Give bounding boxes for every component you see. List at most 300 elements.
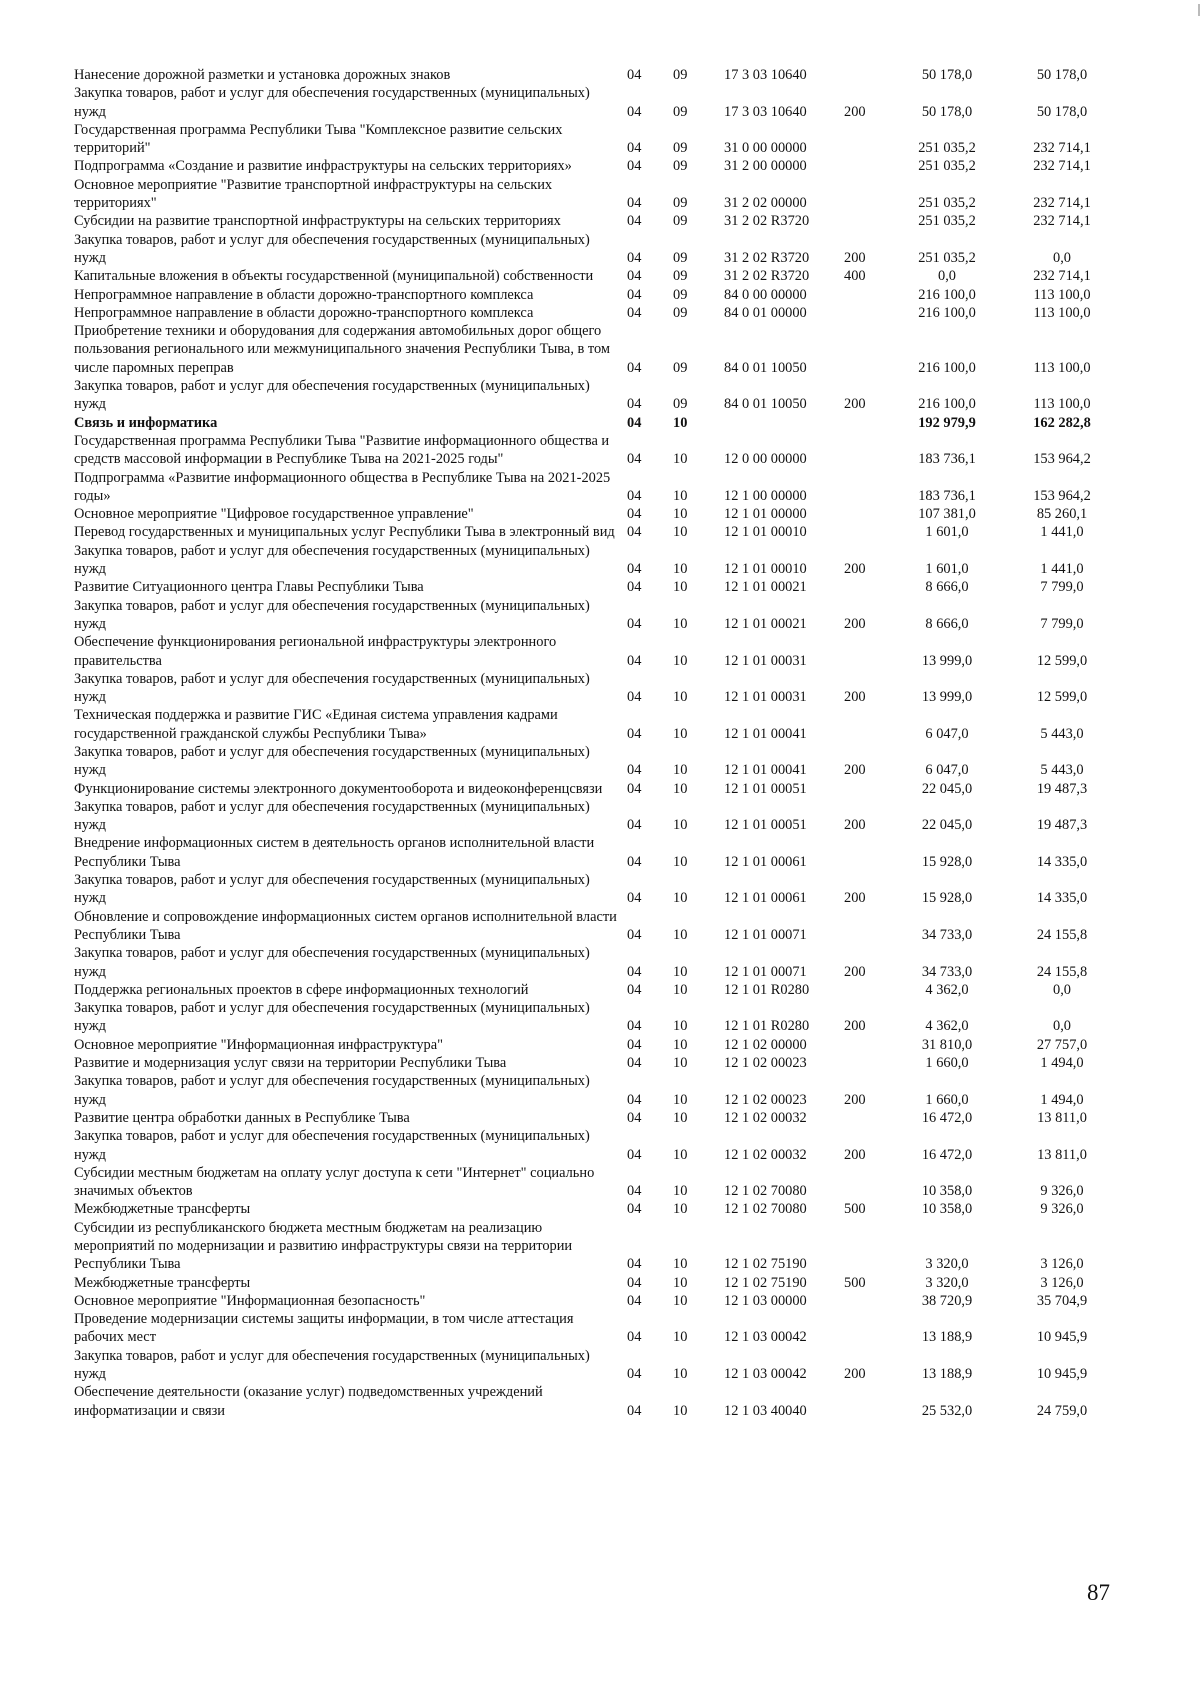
row-expense-type: 200 (844, 890, 866, 907)
table-row (74, 267, 1122, 285)
row-expense-type (844, 176, 892, 213)
row-section: 04 (627, 67, 642, 83)
table-row (74, 66, 1122, 84)
row-name: Субсидии местным бюджетам на оплату услуг доступа к сети "Интернет" социально значимых объектов (74, 1164, 595, 1200)
row-expense-type (844, 578, 892, 596)
table-row (74, 1127, 1122, 1164)
row-subsection: 09 (673, 67, 688, 83)
row-amount-2: 50 178,0 (1036, 103, 1088, 120)
row-target-article: 17 3 03 10640 (724, 67, 807, 83)
row-target-article: 31 2 02 00000 (724, 195, 807, 212)
row-expense-type (844, 1219, 892, 1274)
row-subsection: 10 (673, 1183, 688, 1200)
row-amount-2: 10 945,9 (1036, 1329, 1088, 1346)
row-target-article: 12 1 01 00061 (724, 890, 807, 907)
row-expense-type: 200 (844, 396, 866, 413)
row-amount-1: 107 381,0 (918, 506, 976, 523)
row-subsection: 09 (673, 249, 688, 266)
row-expense-type: 200 (844, 1018, 866, 1035)
row-amount-2: 7 799,0 (1040, 615, 1084, 632)
row-section: 04 (627, 725, 642, 742)
row-section: 04 (627, 579, 642, 596)
row-name: Основное мероприятие "Цифровое государственное управление" (74, 506, 474, 523)
row-name: Техническая поддержка и развитие ГИС «Единая система управления кадрами государственной гражданской службы Республики Тыва» (74, 707, 558, 742)
row-name: Закупка товаров, работ и услуг для обеспечения государственных (муниципальных) нужд (74, 85, 590, 120)
row-section: 04 (627, 304, 642, 321)
row-section: 04 (627, 853, 642, 870)
row-section: 04 (627, 1329, 642, 1346)
row-section: 04 (627, 1109, 642, 1126)
row-subsection: 10 (673, 579, 688, 596)
table-row (74, 212, 1122, 230)
row-name: Обеспечение функционирования региональной инфраструктуры электронного правительства (74, 634, 557, 669)
row-section: 04 (627, 1036, 642, 1053)
row-name: Государственная программа Республики Тыва "Комплексное развитие сельских территорий" (74, 121, 563, 157)
row-subsection: 10 (673, 1146, 688, 1163)
row-section: 04 (627, 268, 642, 285)
table-row (74, 597, 1122, 634)
row-amount-1: 1 660,0 (925, 1091, 969, 1108)
row-expense-type: 400 (844, 268, 866, 285)
row-subsection: 10 (673, 853, 688, 870)
row-amount-2: 1 441,0 (1040, 524, 1084, 541)
row-amount-2: 13 811,0 (1037, 1146, 1087, 1163)
table-row (74, 1274, 1122, 1292)
row-amount-1: 31 810,0 (921, 1036, 973, 1053)
row-amount-1: 4 362,0 (925, 1018, 969, 1035)
row-amount-1: 1 601,0 (925, 561, 969, 578)
row-name: Закупка товаров, работ и услуг для обеспечения государственных (муниципальных) нужд (74, 872, 590, 907)
row-amount-2: 12 599,0 (1036, 689, 1088, 706)
row-name: Внедрение информационных систем в деятельность органов исполнительной власти Республики Тыва (74, 835, 595, 870)
table-row (74, 469, 1122, 506)
table-row (74, 1036, 1122, 1054)
row-target-article: 12 1 02 70080 (724, 1183, 807, 1200)
row-name: Непрограммное направление в области дорожно-транспортного комплекса (74, 304, 534, 321)
row-expense-type: 500 (844, 1274, 866, 1291)
row-target-article: 12 1 01 R0280 (724, 981, 810, 998)
row-target-article: 31 2 02 R3720 (724, 213, 810, 230)
row-name: Государственная программа Республики Тыва "Развитие информационного общества и средств массовой информации в Республике Тыва на 2021-2025 годы" (74, 432, 610, 468)
row-section: 04 (627, 1201, 642, 1218)
table-row (74, 505, 1122, 523)
row-target-article (724, 414, 844, 432)
row-amount-1: 0,0 (938, 268, 956, 285)
table-row (74, 798, 1122, 835)
row-name: Закупка товаров, работ и услуг для обеспечения государственных (муниципальных) нужд (74, 542, 590, 578)
row-amount-2: 85 260,1 (1036, 506, 1088, 523)
row-amount-1: 15 928,0 (921, 853, 973, 870)
table-row (74, 1310, 1122, 1347)
row-section: 04 (627, 249, 642, 266)
row-expense-type: 500 (844, 1201, 866, 1218)
row-expense-type (844, 1383, 892, 1420)
row-expense-type (844, 121, 892, 158)
table-row (74, 157, 1122, 175)
row-expense-type: 200 (844, 1366, 866, 1383)
row-name: Закупка товаров, работ и услуг для обеспечения государственных (муниципальных) нужд (74, 945, 590, 980)
row-target-article: 12 1 01 00021 (724, 615, 807, 632)
row-target-article: 12 1 01 00051 (724, 780, 807, 797)
row-name: Нанесение дорожной разметки и установка дорожных знаков (74, 67, 451, 83)
row-name: Непрограммное направление в области дорожно-транспортного комплекса (74, 286, 534, 303)
row-amount-1: 8 666,0 (925, 579, 969, 596)
row-amount-2: 50 178,0 (1036, 67, 1088, 83)
row-amount-2: 232 714,1 (1033, 213, 1091, 230)
row-name: Поддержка региональных проектов в сфере информационных технологий (74, 981, 529, 998)
row-expense-type: 200 (844, 103, 866, 120)
table-row (74, 1054, 1122, 1072)
row-name: Закупка товаров, работ и услуг для обеспечения государственных (муниципальных) нужд (74, 1073, 590, 1108)
row-section: 04 (627, 1055, 642, 1072)
row-expense-type (844, 523, 892, 541)
row-amount-2: 3 126,0 (1040, 1256, 1084, 1273)
row-subsection: 09 (673, 195, 688, 212)
row-target-article: 12 1 01 00041 (724, 762, 807, 779)
table-row (74, 633, 1122, 670)
row-name: Субсидии на развитие транспортной инфраструктуры на сельских территориях (74, 213, 561, 230)
row-expense-type (844, 505, 892, 523)
row-amount-2: 113 100,0 (1033, 304, 1091, 321)
row-section: 04 (627, 506, 642, 523)
row-subsection: 10 (673, 1292, 688, 1309)
row-target-article: 31 2 02 R3720 (724, 268, 810, 285)
row-amount-2: 9 326,0 (1040, 1183, 1084, 1200)
row-amount-2: 7 799,0 (1040, 579, 1084, 596)
row-expense-type (844, 304, 892, 322)
row-subsection: 09 (673, 304, 688, 321)
row-subsection: 09 (673, 268, 688, 285)
row-amount-2: 1 494,0 (1040, 1055, 1084, 1072)
row-expense-type (844, 834, 892, 871)
row-section: 04 (627, 158, 642, 175)
row-target-article: 12 1 03 00042 (724, 1366, 807, 1383)
table-row (74, 1109, 1122, 1127)
row-target-article: 12 1 02 00023 (724, 1091, 807, 1108)
table-row (74, 1072, 1122, 1109)
table-row (74, 304, 1122, 322)
row-amount-1: 251 035,2 (918, 195, 976, 212)
row-subsection: 10 (673, 762, 688, 779)
row-section: 04 (627, 652, 642, 669)
row-amount-2: 35 704,9 (1036, 1292, 1088, 1309)
row-name: Капитальные вложения в объекты государственной (муниципальной) собственности (74, 268, 594, 285)
row-target-article: 84 0 01 10050 (724, 359, 807, 376)
row-section: 04 (627, 213, 642, 230)
row-amount-2: 232 714,1 (1033, 140, 1091, 157)
row-amount-2: 0,0 (1053, 249, 1071, 266)
budget-table (74, 66, 1122, 1420)
row-subsection: 09 (673, 103, 688, 120)
row-amount-2: 232 714,1 (1033, 268, 1091, 285)
table-row (74, 286, 1122, 304)
row-amount-2: 24 155,8 (1036, 926, 1088, 943)
table-row (74, 1347, 1122, 1384)
row-amount-2: 24 155,8 (1036, 963, 1088, 980)
row-section: 04 (627, 1366, 642, 1383)
row-target-article: 17 3 03 10640 (724, 103, 807, 120)
row-amount-2: 10 945,9 (1036, 1366, 1088, 1383)
row-amount-2: 24 759,0 (1036, 1402, 1088, 1419)
row-expense-type (844, 432, 892, 469)
row-name: Закупка товаров, работ и услуг для обеспечения государственных (муниципальных) нужд (74, 670, 590, 706)
row-name: Подпрограмма «Создание и развитие инфраструктуры на сельских территориях» (74, 158, 572, 175)
table-row (74, 121, 1122, 158)
row-name: Субсидии из республиканского бюджета местным бюджетам на реализацию мероприятий по модернизации и развитию инфраструктуры связи на территории Республики Тыва (74, 1219, 573, 1273)
row-target-article: 12 1 01 00031 (724, 652, 807, 669)
row-section: 04 (627, 1091, 642, 1108)
row-expense-type: 200 (844, 561, 866, 578)
row-amount-1: 50 178,0 (921, 103, 973, 120)
table-row (74, 1292, 1122, 1310)
row-name: Развитие центра обработки данных в Республике Тыва (74, 1109, 410, 1126)
row-section: 04 (627, 926, 642, 943)
row-target-article: 12 1 01 00000 (724, 506, 807, 523)
row-name: Закупка товаров, работ и услуг для обеспечения государственных (муниципальных) нужд (74, 743, 590, 779)
row-section: 04 (627, 963, 642, 980)
row-subsection: 10 (673, 926, 688, 943)
row-amount-1: 13 999,0 (921, 689, 973, 706)
row-section: 04 (627, 615, 642, 632)
row-section: 04 (627, 1274, 642, 1291)
row-section: 04 (627, 140, 642, 157)
row-amount-2: 9 326,0 (1040, 1201, 1084, 1218)
row-name: Перевод государственных и муниципальных услуг Республики Тыва в электронный вид (74, 524, 615, 541)
row-amount-1: 1 601,0 (925, 524, 969, 541)
table-row (74, 231, 1122, 268)
row-subsection: 09 (673, 396, 688, 413)
row-amount-2: 0,0 (1053, 1018, 1071, 1035)
row-amount-2: 1 441,0 (1040, 561, 1084, 578)
row-target-article: 12 1 01 00031 (724, 689, 807, 706)
row-amount-1: 3 320,0 (925, 1274, 969, 1291)
row-amount-1: 3 320,0 (925, 1256, 969, 1273)
row-expense-type (844, 706, 892, 743)
row-expense-type (844, 633, 892, 670)
row-target-article: 12 1 01 00071 (724, 926, 807, 943)
table-row (74, 578, 1122, 596)
table-row (74, 542, 1122, 579)
row-subsection: 10 (673, 890, 688, 907)
row-target-article: 12 1 01 00010 (724, 524, 807, 541)
row-name: Межбюджетные трансферты (74, 1201, 251, 1218)
row-amount-2: 0,0 (1053, 981, 1071, 998)
row-section: 04 (627, 396, 642, 413)
table-row (74, 834, 1122, 871)
row-amount-1: 38 720,9 (921, 1292, 973, 1309)
row-expense-type (844, 1310, 892, 1347)
row-section: 04 (627, 561, 642, 578)
row-subsection: 10 (673, 1402, 688, 1419)
row-expense-type: 200 (844, 1146, 866, 1163)
row-section: 04 (627, 1018, 642, 1035)
row-target-article: 84 0 01 00000 (724, 304, 807, 321)
row-name: Закупка товаров, работ и услуг для обеспечения государственных (муниципальных) нужд (74, 231, 590, 266)
row-target-article: 12 1 02 70080 (724, 1201, 807, 1218)
row-amount-1: 6 047,0 (925, 725, 969, 742)
row-name: Обновление и сопровождение информационных систем органов исполнительной власти Республики Тыва (74, 908, 617, 943)
row-section: 04 (627, 195, 642, 212)
row-name: Закупка товаров, работ и услуг для обеспечения государственных (муниципальных) нужд (74, 1347, 590, 1383)
table-row (74, 377, 1122, 414)
table-row (74, 414, 1122, 432)
table-row (74, 1164, 1122, 1201)
row-subsection: 10 (673, 1036, 688, 1053)
row-section: 04 (627, 762, 642, 779)
row-section: 04 (627, 1402, 642, 1419)
row-subsection: 10 (673, 963, 688, 980)
row-subsection: 10 (673, 780, 688, 797)
row-subsection: 10 (673, 1366, 688, 1383)
row-subsection: 10 (673, 1256, 688, 1273)
row-expense-type: 200 (844, 1091, 866, 1108)
row-amount-1: 183 736,1 (918, 487, 976, 504)
row-name: Связь и информатика (74, 414, 218, 431)
table-row (74, 981, 1122, 999)
row-section: 04 (627, 1146, 642, 1163)
row-section: 04 (627, 981, 642, 998)
row-target-article: 12 1 01 00021 (724, 579, 807, 596)
row-name: Приобретение техники и оборудования для содержания автомобильных дорог общего пользования регионального или межмуниципального значения Республики Тыва, в том числе паромных переправ (74, 323, 611, 376)
row-amount-2: 153 964,2 (1033, 487, 1091, 504)
row-amount-1: 183 736,1 (918, 451, 976, 468)
row-subsection: 10 (673, 615, 688, 632)
row-name: Основное мероприятие "Информационная безопасность" (74, 1292, 426, 1309)
row-section: 04 (627, 451, 642, 468)
row-amount-2: 162 282,8 (1033, 414, 1091, 431)
row-amount-1: 1 660,0 (925, 1055, 969, 1072)
row-subsection: 09 (673, 158, 688, 175)
row-subsection: 10 (673, 1091, 688, 1108)
table-row (74, 1383, 1122, 1420)
row-section: 04 (627, 817, 642, 834)
row-subsection: 10 (673, 1109, 688, 1126)
budget-table-body (74, 66, 1122, 1420)
row-expense-type (844, 1054, 892, 1072)
table-row (74, 743, 1122, 780)
row-section: 04 (627, 1292, 642, 1309)
table-row (74, 432, 1122, 469)
row-amount-1: 16 472,0 (921, 1109, 973, 1126)
row-expense-type (844, 1036, 892, 1054)
row-amount-1: 251 035,2 (918, 249, 976, 266)
row-subsection: 10 (673, 1329, 688, 1346)
row-target-article: 12 1 01 00071 (724, 963, 807, 980)
table-row (74, 84, 1122, 121)
row-subsection: 10 (673, 414, 688, 431)
row-target-article: 12 1 02 00032 (724, 1146, 807, 1163)
row-amount-1: 15 928,0 (921, 890, 973, 907)
row-expense-type (844, 1292, 892, 1310)
row-amount-1: 13 188,9 (921, 1329, 973, 1346)
row-amount-2: 232 714,1 (1033, 195, 1091, 212)
row-expense-type (844, 322, 892, 377)
row-subsection: 10 (673, 817, 688, 834)
table-row (74, 670, 1122, 707)
row-amount-2: 14 335,0 (1036, 890, 1088, 907)
row-target-article: 12 1 00 00000 (724, 487, 807, 504)
table-row (74, 176, 1122, 213)
row-target-article: 12 1 02 00000 (724, 1036, 807, 1053)
row-target-article: 31 0 00 00000 (724, 140, 807, 157)
row-subsection: 10 (673, 1274, 688, 1291)
row-subsection: 10 (673, 1018, 688, 1035)
row-section: 04 (627, 890, 642, 907)
row-name: Функционирование системы электронного документооборота и видеоконференцсвязи (74, 780, 603, 797)
row-expense-type (844, 1164, 892, 1201)
row-name: Закупка товаров, работ и услуг для обеспечения государственных (муниципальных) нужд (74, 378, 590, 413)
row-expense-type: 200 (844, 762, 866, 779)
row-expense-type: 200 (844, 689, 866, 706)
row-amount-1: 34 733,0 (921, 963, 973, 980)
row-amount-2: 232 714,1 (1033, 158, 1091, 175)
row-amount-1: 4 362,0 (925, 981, 969, 998)
row-section: 04 (627, 359, 642, 376)
row-amount-1: 16 472,0 (921, 1146, 973, 1163)
row-amount-1: 251 035,2 (918, 213, 976, 230)
row-target-article: 12 1 02 75190 (724, 1274, 807, 1291)
row-subsection: 10 (673, 1201, 688, 1218)
row-subsection: 10 (673, 487, 688, 504)
row-amount-1: 216 100,0 (918, 286, 976, 303)
row-amount-1: 6 047,0 (925, 762, 969, 779)
row-amount-2: 113 100,0 (1033, 359, 1091, 376)
row-target-article: 84 0 00 00000 (724, 286, 807, 303)
row-amount-1: 251 035,2 (918, 158, 976, 175)
page-number: 87 (1087, 1580, 1110, 1605)
row-target-article: 12 1 02 00032 (724, 1109, 807, 1126)
row-amount-1: 10 358,0 (921, 1201, 973, 1218)
row-amount-1: 25 532,0 (921, 1402, 973, 1419)
row-amount-2: 27 757,0 (1036, 1036, 1088, 1053)
table-row (74, 871, 1122, 908)
row-expense-type (844, 212, 892, 230)
row-section: 04 (627, 414, 642, 431)
row-amount-1: 192 979,9 (918, 414, 976, 431)
row-subsection: 10 (673, 725, 688, 742)
row-target-article: 12 1 03 00000 (724, 1292, 807, 1309)
row-subsection: 10 (673, 506, 688, 523)
row-amount-1: 216 100,0 (918, 304, 976, 321)
table-row (74, 322, 1122, 377)
row-amount-2: 1 494,0 (1040, 1091, 1084, 1108)
row-subsection: 10 (673, 561, 688, 578)
row-expense-type: 200 (844, 963, 866, 980)
row-amount-1: 8 666,0 (925, 615, 969, 632)
row-target-article: 84 0 01 10050 (724, 396, 807, 413)
row-amount-1: 216 100,0 (918, 396, 976, 413)
row-expense-type (844, 414, 892, 432)
row-section: 04 (627, 1183, 642, 1200)
table-row (74, 944, 1122, 981)
row-amount-2: 3 126,0 (1040, 1274, 1084, 1291)
row-amount-1: 216 100,0 (918, 359, 976, 376)
row-expense-type (844, 157, 892, 175)
row-target-article: 12 1 01 00010 (724, 561, 807, 578)
row-amount-2: 5 443,0 (1040, 725, 1084, 742)
row-target-article: 12 1 01 00051 (724, 817, 807, 834)
row-subsection: 09 (673, 359, 688, 376)
row-expense-type (844, 908, 892, 945)
row-name: Закупка товаров, работ и услуг для обеспечения государственных (муниципальных) нужд (74, 1128, 590, 1163)
row-name: Проведение модернизации системы защиты информации, в том числе аттестация рабочих мест (74, 1311, 574, 1346)
row-name: Закупка товаров, работ и услуг для обеспечения государственных (муниципальных) нужд (74, 597, 590, 632)
row-target-article: 12 1 03 00042 (724, 1329, 807, 1346)
row-subsection: 10 (673, 1055, 688, 1072)
row-expense-type: 200 (844, 615, 866, 632)
row-target-article: 12 1 02 75190 (724, 1256, 807, 1273)
row-subsection: 09 (673, 213, 688, 230)
